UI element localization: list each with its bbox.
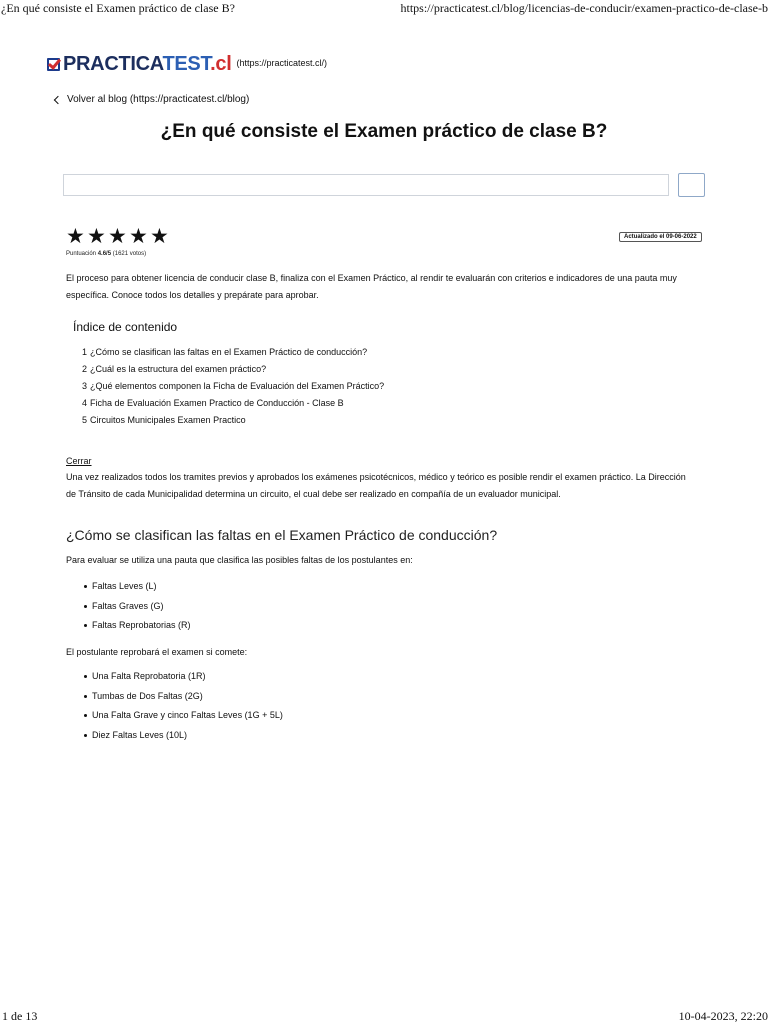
rating-stars[interactable]	[66, 227, 161, 247]
toc-close-link[interactable]: Cerrar	[66, 456, 92, 466]
star-icon[interactable]: ★	[66, 227, 87, 247]
toc-item[interactable]	[82, 395, 384, 412]
updated-date-badge: Actualizado el 09-06-2022	[619, 232, 702, 242]
toc-item-number: 4	[82, 398, 87, 408]
procedure-paragraph: Una vez realizados todos los tramites previos y aprobados los exámenes psicotécnicos, médico y teórico es posible rendir el examen práctico. La Dirección de Tránsito de cada Municipalidad determina un circuito, el cual debe ser realizado en compañía de un evaluador municipal.	[66, 469, 698, 503]
print-header-title: ¿En qué consiste el Examen práctico de clase B?	[1, 1, 235, 16]
toc-title: Índice de contenido	[73, 320, 177, 334]
rating-label: Puntuación	[66, 251, 96, 257]
intro-paragraph: El proceso para obtener licencia de conducir clase B, finaliza con el Examen Práctico, al rendir te evaluarán con criterios e indicadores de una pauta muy específica. Conoce todos los detalles y prepárate para aprobar.	[66, 270, 698, 304]
section-heading: ¿Cómo se clasifican las faltas en el Examen Práctico de conducción?	[66, 527, 497, 543]
page-number: 1 de 13	[2, 1009, 37, 1024]
print-header-url: https://practicatest.cl/blog/licencias-de-conducir/examen-practico-de-clase-b	[401, 1, 768, 16]
toc-item-number: 1	[82, 347, 87, 357]
toc-item-label: ¿Cómo se clasifican las faltas en el Examen Práctico de conducción?	[90, 347, 367, 357]
site-logo[interactable]	[47, 53, 327, 76]
toc-item-number: 3	[82, 381, 87, 391]
toc-item-label: Ficha de Evaluación Examen Practico de Conducción - Clase B	[90, 398, 344, 408]
toc-item[interactable]	[82, 378, 384, 395]
rating-score: 4.6/5	[98, 251, 111, 257]
fault-categories-list	[92, 577, 191, 636]
toc-item-label: ¿Qué elementos componen la Ficha de Evaluación del Examen Práctico?	[90, 381, 384, 391]
logo-part-cl: .cl	[210, 53, 231, 75]
list-item: Diez Faltas Leves (10L)	[92, 726, 283, 746]
rating-summary	[66, 251, 146, 257]
print-header	[0, 1, 768, 17]
logo-part-test: TEST	[162, 53, 210, 75]
rating-votes: (1621 votos)	[113, 251, 146, 257]
logo-url[interactable]: (https://practicatest.cl/)	[237, 58, 328, 68]
list-item: Faltas Leves (L)	[92, 577, 191, 597]
checkbox-logo-icon	[47, 58, 60, 71]
print-datetime: 10-04-2023, 22:20	[679, 1009, 768, 1024]
search-input[interactable]	[63, 174, 669, 196]
list-item: Faltas Graves (G)	[92, 597, 191, 617]
toc-item[interactable]	[82, 412, 384, 429]
list-item: Una Falta Reprobatoria (1R)	[92, 667, 283, 687]
print-footer	[0, 1009, 768, 1025]
page-title: ¿En qué consiste el Examen práctico de clase B?	[0, 121, 768, 143]
table-of-contents	[82, 344, 384, 429]
search-button[interactable]	[678, 173, 705, 197]
toc-item-label: ¿Cuál es la estructura del examen práctico?	[90, 364, 266, 374]
toc-item-label: Circuitos Municipales Examen Practico	[90, 415, 246, 425]
toc-item[interactable]	[82, 361, 384, 378]
list-item: Una Falta Grave y cinco Faltas Leves (1G + 5L)	[92, 706, 283, 726]
half-star-icon[interactable]: ★	[150, 227, 161, 247]
toc-item[interactable]	[82, 344, 384, 361]
star-icon[interactable]: ★	[129, 227, 150, 247]
star-icon[interactable]: ★	[87, 227, 108, 247]
logo-wordmark	[63, 53, 232, 76]
logo-part-practica: PRACTICA	[63, 53, 162, 75]
star-icon[interactable]: ★	[108, 227, 129, 247]
toc-item-number: 2	[82, 364, 87, 374]
back-link-label: Volver al blog (https://practicatest.cl/blog)	[67, 94, 249, 105]
fail-conditions-intro: El postulante reprobará el examen si comete:	[66, 644, 698, 661]
chevron-left-icon	[54, 95, 62, 103]
list-item: Faltas Reprobatorias (R)	[92, 616, 191, 636]
fail-conditions-list	[92, 667, 283, 745]
back-to-blog-link[interactable]	[55, 94, 249, 105]
section-intro: Para evaluar se utiliza una pauta que clasifica las posibles faltas de los postulantes en:	[66, 552, 698, 569]
list-item: Tumbas de Dos Faltas (2G)	[92, 687, 283, 707]
toc-item-number: 5	[82, 415, 87, 425]
